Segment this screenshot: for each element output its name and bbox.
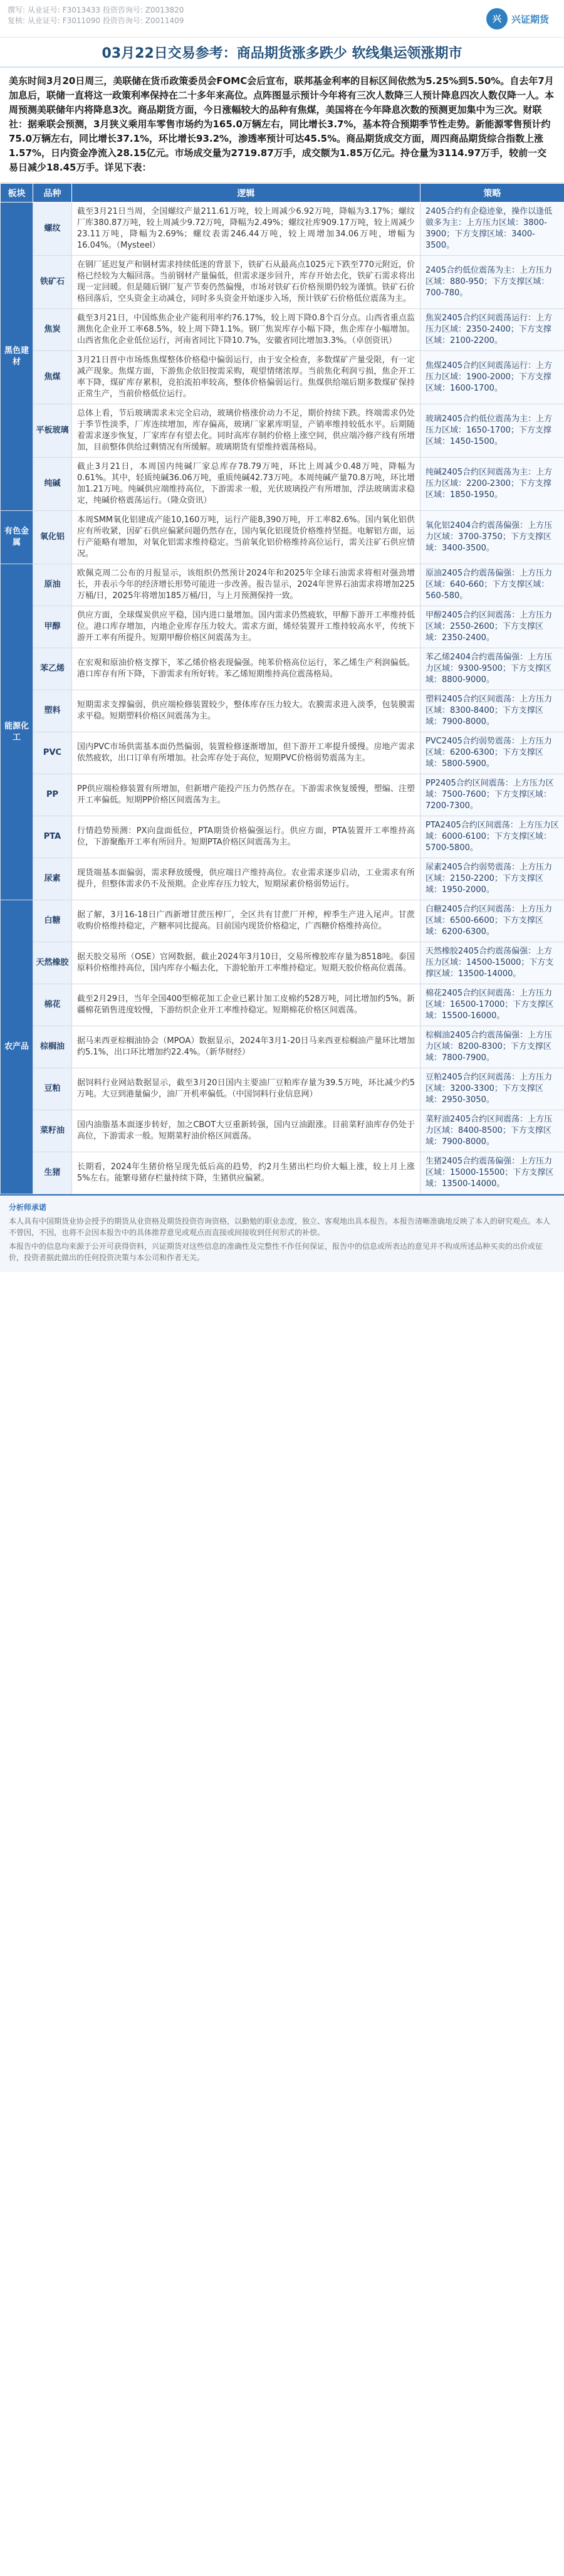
logic-cell: 国内油脂基本面逐步转好，加之CBOT大豆重新转强，国内豆油跟涨。目前菜籽油库存仍处于高位，下游需求一般。短期菜籽油价格区间震荡。 bbox=[72, 1110, 420, 1152]
strategy-cell: PVC2405合约弱势震荡：上方压力区域：6200-6300；下方支撑区域：5800-5900。 bbox=[420, 732, 564, 774]
table-row bbox=[1, 1110, 564, 1152]
strategy-cell: 纯碱2405合约区间震荡为主：上方压力区域：2200-2300；下方支撑区域：1850-1950。 bbox=[420, 458, 564, 511]
logic-cell: 本周SMM氧化铝建成产能10,160万吨，运行产能8,390万吨，开工率82.6%。国内氧化铝供应有所收紧，因矿石供应偏紧问题仍然存在，国内氧化铝现货价格维持坚挺。电解铝方面，运行产能略有增加，对氧化铝需求维持稳定。当前氧化铝价格维持高位运行，需关注矿石供应情况。 bbox=[72, 511, 420, 564]
strategy-cell: 塑料2405合约区间震荡：上方压力区域：8300-8400；下方支撑区域：7900-8000。 bbox=[420, 690, 564, 732]
table-header-row bbox=[1, 184, 564, 202]
variety-cell: PVC bbox=[33, 732, 72, 774]
strategy-cell: 原油2405合约震荡偏强：上方压力区域：640-660；下方支撑区域：560-580。 bbox=[420, 564, 564, 606]
logic-cell: 截止3月21日，本周国内纯碱厂家总库存78.79万吨，环比上周减少0.48万吨，降幅为0.61%。其中，轻质纯碱36.06万吨，重质纯碱42.73万吨。本周纯碱产量70.8万吨，环比增加1.21万吨。纯碱供应端维持高位，下游需求一般，光伏玻璃投产有所增加，浮法玻璃需求稳定，纯碱价格震荡运行。（隆众资讯） bbox=[72, 458, 420, 511]
logic-cell: 截至3月21日，中国炼焦企业产能利用率约76.17%，较上周下降0.8个百分点。山西省重点监测焦化企业开工率68.5%，较上周下降1.1%。钢厂焦炭库存小幅下降，焦企库存小幅增加。山西省焦化企业低位运行，河南省同比下降10.7%，安徽省同比增加3.3%。（卓创资讯） bbox=[72, 309, 420, 351]
logic-cell: 行情趋势预测：PX向盘面低位，PTA期货价格偏强运行。供应方面，PTA装置开工率维持高位，下游聚酯开工率有所回升。短期PTA价格区间震荡为主。 bbox=[72, 816, 420, 858]
table-row bbox=[1, 511, 564, 564]
disclaimer-footer bbox=[0, 1194, 564, 1272]
logic-cell: 现货端基本面偏弱，需求释放缓慢，供应端日产维持高位。农业需求逐步启动，工业需求有所提升，但整体需求仍不及预期。企业库存压力较大，短期尿素价格弱势运行。 bbox=[72, 858, 420, 900]
variety-cell: 棕榈油 bbox=[33, 1026, 72, 1068]
strategy-cell: PP2405合约区间震荡：上方压力区域：7500-7600；下方支撑区域：7200-7300。 bbox=[420, 774, 564, 816]
logic-cell: 3月21日晋中市场炼焦煤整体价格稳中偏弱运行，由于安全检查，多数煤矿产量受限，有一定减产现象。焦煤方面，下游焦企依旧按需采购，观望情绪浓厚。当前焦化利润亏损，焦企开工率下降，煤矿库存累积，竞拍流拍率较高，整体价格偏弱运行。焦煤供给端后期多数煤矿保持正常生产，当前价格低位运行。 bbox=[72, 351, 420, 404]
logic-cell: 据马来西亚棕榈油协会（MPOA）数据显示，2024年3月1-20日马来西亚棕榈油产量环比增加约5.1%，出口环比增加约22.4%。（新华财经） bbox=[72, 1026, 420, 1068]
strategy-cell: 焦炭2405合约区间震荡运行：上方压力区域：2350-2400；下方支撑区域：2100-2200。 bbox=[420, 309, 564, 351]
variety-cell: 菜籽油 bbox=[33, 1110, 72, 1152]
table-row bbox=[1, 458, 564, 511]
strategy-cell: 甲醇2405合约区间震荡：上方压力区域：2550-2600；下方支撑区域：2350-2400。 bbox=[420, 606, 564, 648]
logic-cell: 据饲料行业网站数据显示，截至3月20日国内主要油厂豆粕库存量为39.5万吨，环比减少约5万吨。大豆到港量偏少，油厂开机率偏低。（中国饲料行业信息网） bbox=[72, 1068, 420, 1110]
logo-mark-icon: 兴 bbox=[486, 8, 508, 29]
logo-text: 兴证期货 bbox=[511, 13, 550, 25]
variety-cell: 塑料 bbox=[33, 690, 72, 732]
logic-cell: 据了解，3月16-18日广西新增甘蔗压榨厂，全区共有甘蔗厂开榨，榨季生产进入尾声。甘蔗收购价格维持稳定，产糖率同比提高。目前国内现货价格稳定，广西糖价格维持高位。 bbox=[72, 900, 420, 942]
header-variety: 品种 bbox=[33, 184, 72, 202]
variety-cell: 氧化铝 bbox=[33, 511, 72, 564]
logic-cell: 在宏观和原油价格支撑下，苯乙烯价格表现偏强。纯苯价格高位运行，苯乙烯生产利润偏低。港口库存有所下降，下游需求有所好转。苯乙烯短期维持高位震荡格局。 bbox=[72, 648, 420, 690]
variety-cell: 豆粕 bbox=[33, 1068, 72, 1110]
variety-cell: 苯乙烯 bbox=[33, 648, 72, 690]
table-row bbox=[1, 816, 564, 858]
strategy-cell: 尿素2405合约弱势震荡：上方压力区域：2150-2200；下方支撑区域：1950-2000。 bbox=[420, 858, 564, 900]
header-logic: 逻辑 bbox=[72, 184, 420, 202]
table-row bbox=[1, 1152, 564, 1194]
variety-cell: 原油 bbox=[33, 564, 72, 606]
strategy-cell: 氧化铝2404合约震荡偏强：上方压力区域：3700-3750；下方支撑区域：3400-3500。 bbox=[420, 511, 564, 564]
logic-cell: 供应方面，全球煤炭供应平稳，国内进口量增加。国内需求仍然疲软，甲醇下游开工率维持低位。港口库存增加，内地企业库存压力较大。需求方面，烯烃装置开工维持较高水平，传统下游开工率有所提升。短期甲醇价格区间震荡为主。 bbox=[72, 606, 420, 648]
report-header bbox=[0, 0, 564, 38]
author-line-2: 复核: 从业证号: F3011090 投资咨询号: Z0011409 bbox=[8, 16, 184, 25]
logic-cell: 长期看，2024年生猪价格呈现先低后高的趋势，约2月生猪出栏均价大幅上涨，较上月上涨5%左右。能繁母猪存栏量持续下降，生猪供应偏紧。 bbox=[72, 1152, 420, 1194]
sector-cell: 黑色建材 bbox=[1, 202, 33, 511]
variety-cell: 纯碱 bbox=[33, 458, 72, 511]
logic-cell: 短期需求支撑偏弱，供应端检修装置较少，整体库存压力较大。农膜需求进入淡季，包装膜需求平稳。短期塑料价格区间震荡为主。 bbox=[72, 690, 420, 732]
variety-cell: 焦煤 bbox=[33, 351, 72, 404]
table-row bbox=[1, 564, 564, 606]
strategy-cell: 苯乙烯2404合约震荡偏强：上方压力区域：9300-9500；下方支撑区域：8800-9000。 bbox=[420, 648, 564, 690]
logic-cell: 据天胶交易所（OSE）官网数据，截止2024年3月10日，交易所橡胶库存量为8518吨。泰国原料价格维持高位，国内库存小幅去化，下游轮胎开工率维持稳定。短期天胶价格高位震荡。 bbox=[72, 942, 420, 984]
disclaimer-paragraph: 本人具有中国期货业协会授予的期货从业资格及期货投资咨询资格，以勤勉的职业态度，独立、客观地出具本报告。本报告清晰准确地反映了本人的研究观点。本人不曾因，不因，也将不会因本报告中的具体推荐意见或观点而直接或间接收到任何形式的补偿。 bbox=[9, 1217, 551, 1237]
strategy-cell: 生猪2405合约震荡偏强：上方压力区域：15000-15500；下方支撑区域：13500-14000。 bbox=[420, 1152, 564, 1194]
table-row bbox=[1, 732, 564, 774]
strategy-cell: 玻璃2405合约低位震荡为主：上方压力区域：1650-1700；下方支撑区域：1450-1500。 bbox=[420, 404, 564, 458]
header-sector: 板块 bbox=[1, 184, 33, 202]
table-row bbox=[1, 858, 564, 900]
trading-reference-table bbox=[0, 183, 564, 1194]
disclaimer-paragraph: 本报告中的信息均来源于公开可获得资料，兴证期货对这些信息的准确性及完整性不作任何保证，报告中的信息或所表达的意见并不构成所述品种买卖的出价或征价，投资者据此做出的任何投资决策与本公司和作者无关。 bbox=[9, 1242, 543, 1262]
strategy-cell: 2405合约有企稳迹象，操作以逢低做多为主：上方压力区域：3800-3900；下方支撑区域：3400-3500。 bbox=[420, 202, 564, 256]
variety-cell: 尿素 bbox=[33, 858, 72, 900]
strategy-cell: 焦煤2405合约区间震荡运行：上方压力区域：1900-2000；下方支撑区域：1600-1700。 bbox=[420, 351, 564, 404]
strategy-cell: 棉花2405合约区间震荡：上方压力区域：16500-17000；下方支撑区域：15500-16000。 bbox=[420, 984, 564, 1026]
table-row bbox=[1, 202, 564, 256]
disclaimer-heading: 分析师承诺 bbox=[9, 1203, 47, 1212]
variety-cell: 铁矿石 bbox=[33, 256, 72, 309]
variety-cell: 螺纹 bbox=[33, 202, 72, 256]
table-row bbox=[1, 309, 564, 351]
company-logo bbox=[486, 6, 555, 31]
table-row bbox=[1, 1026, 564, 1068]
variety-cell: 棉花 bbox=[33, 984, 72, 1026]
logic-cell: 截至2月29日，当年全国400型棉花加工企业已累计加工皮棉约528万吨，同比增加约5%。新疆棉花销售进度较慢，下游纺织企业开工率维持稳定。短期棉花价格区间震荡。 bbox=[72, 984, 420, 1026]
table-row bbox=[1, 1068, 564, 1110]
table-row bbox=[1, 690, 564, 732]
variety-cell: PP bbox=[33, 774, 72, 816]
author-line-1: 撰写: 从业证号: F3013433 投资咨询号: Z0013820 bbox=[8, 6, 184, 14]
variety-cell: 焦炭 bbox=[33, 309, 72, 351]
variety-cell: 白糖 bbox=[33, 900, 72, 942]
strategy-cell: 2405合约低位震荡为主：上方压力区域：880-950；下方支撑区域：700-780。 bbox=[420, 256, 564, 309]
variety-cell: 生猪 bbox=[33, 1152, 72, 1194]
table-row bbox=[1, 606, 564, 648]
logic-cell: 国内PVC市场供需基本面仍然偏弱，装置检修逐渐增加，但下游开工率提升缓慢。房地产需求依然疲软，出口订单有所增加。社会库存处于高位，短期PVC价格弱势震荡为主。 bbox=[72, 732, 420, 774]
strategy-cell: 棕榈油2405合约震荡偏强：上方压力区域：8200-8300；下方支撑区域：7800-7900。 bbox=[420, 1026, 564, 1068]
logic-cell: 截至3月21日当周，全国螺纹产量211.61万吨，较上周减少6.92万吨，降幅为3.17%；螺纹厂库380.87万吨，较上周减少9.72万吨，降幅为2.49%；螺纹社库909.17万吨，较上周减少23.11万吨，降幅为2.69%；螺纹表需246.44万吨，较上周增加34.06万吨，增幅为16.04%。（Mysteel） bbox=[72, 202, 420, 256]
header-strategy: 策略 bbox=[420, 184, 564, 202]
table-row bbox=[1, 351, 564, 404]
strategy-cell: 白糖2405合约区间震荡：上方压力区域：6500-6600；下方支撑区域：6200-6300。 bbox=[420, 900, 564, 942]
report-title: 03月22日交易参考：商品期货涨多跌少 软线集运领涨期市 bbox=[0, 38, 564, 68]
logic-cell: PP供应端检修装置有所增加，但新增产能投产压力仍然存在。下游需求恢复缓慢，塑编、注塑开工率偏低。短期PP价格区间震荡为主。 bbox=[72, 774, 420, 816]
table-row bbox=[1, 404, 564, 458]
table-row bbox=[1, 900, 564, 942]
logic-cell: 欧佩克周二公布的月报显示，该组织仍然预计2024年和2025年全球石油需求将相对强劲增长，并表示今年的经济增长形势可能进一步改善。报告显示，2024年世界石油需求将增加225万桶/日，2025年将增加185万桶/日，与上月预测保持一致。 bbox=[72, 564, 420, 606]
sector-cell: 农产品 bbox=[1, 900, 33, 1194]
variety-cell: 甲醇 bbox=[33, 606, 72, 648]
market-summary: 美东时间3月20日周三，美联储在货币政策委员会FOMC会后宣布，联邦基金利率的目标区间依然为5.25%到5.50%。自去年7月加息后，联储一直将这一政策利率保持在二十多年来高位。点阵图显示预计今年将有三次人数降三人预计降息四次人数仅降一人。本周预测美联储年内将降息3次。商品期货方面，今日涨幅较大的品种有焦煤，美国将在今年降息次数的预测更加集中为三次。财联社：据乘联会预测，3月狭义乘用车零售市场约为165.0万辆左右，同比增长3.7%，基本符合预期季节性走势。新能源零售预计约75.0万辆左右，同比增长37.1%，环比增长93.2%，渗透率预计可达45.5%。商品期货成交方面，周四商品期货综合指数上涨1.57%，日内资金净流入28.15亿元。市场成交量为2719.87万手，成交额为1.85万亿元。持仓量为3114.97万手，较前一交易日减少18.45万手。详见下表： bbox=[0, 68, 564, 183]
sector-cell: 能源化工 bbox=[1, 564, 33, 900]
variety-cell: PTA bbox=[33, 816, 72, 858]
author-meta bbox=[8, 5, 184, 26]
logic-cell: 在钢厂延迟复产和钢材需求持续低迷的背景下，铁矿石从最高点1025元下跌至770元附近，价格已经较为大幅回落。当前钢材产量偏低，但需求逐步回升，库存开始去化，铁矿石需求将出现一定回暖。但是随后钢厂复产节奏仍然偏慢，市场对铁矿石价格预期仍较为谨慎。铁矿石价格回落后，空头资金主动减仓，同时多头资金开始逐步入场，预计铁矿石价格低位震荡为主。 bbox=[72, 256, 420, 309]
strategy-cell: 天然橡胶2405合约震荡偏强：上方压力区域：14500-15000；下方支撑区域：13500-14000。 bbox=[420, 942, 564, 984]
strategy-cell: PTA2405合约区间震荡：上方压力区域：6000-6100；下方支撑区域：5700-5800。 bbox=[420, 816, 564, 858]
strategy-cell: 豆粕2405合约区间震荡：上方压力区域：3200-3300；下方支撑区域：2950-3050。 bbox=[420, 1068, 564, 1110]
table-row bbox=[1, 256, 564, 309]
table-row bbox=[1, 942, 564, 984]
table-row bbox=[1, 648, 564, 690]
table-body bbox=[1, 202, 564, 1194]
variety-cell: 平板玻璃 bbox=[33, 404, 72, 458]
table-row bbox=[1, 774, 564, 816]
variety-cell: 天然橡胶 bbox=[33, 942, 72, 984]
strategy-cell: 菜籽油2405合约区间震荡：上方压力区域：8400-8500；下方支撑区域：7900-8000。 bbox=[420, 1110, 564, 1152]
logic-cell: 总体上看，节后玻璃需求未完全启动，玻璃价格涨价动力不足，期价持续下跌。终端需求仍处于季节性淡季，厂库连续增加，库存偏高，玻璃厂家累库明显，产销率维持较低水平。后期随着需求逐步恢复，厂家库存有望去化。同时高库存制约价格上涨空间，供应端冷修产线有所增加，目前整体供给过剩情况有所缓解。玻璃期货有望维持震荡格局。 bbox=[72, 404, 420, 458]
table-row bbox=[1, 984, 564, 1026]
sector-cell: 有色金属 bbox=[1, 511, 33, 564]
